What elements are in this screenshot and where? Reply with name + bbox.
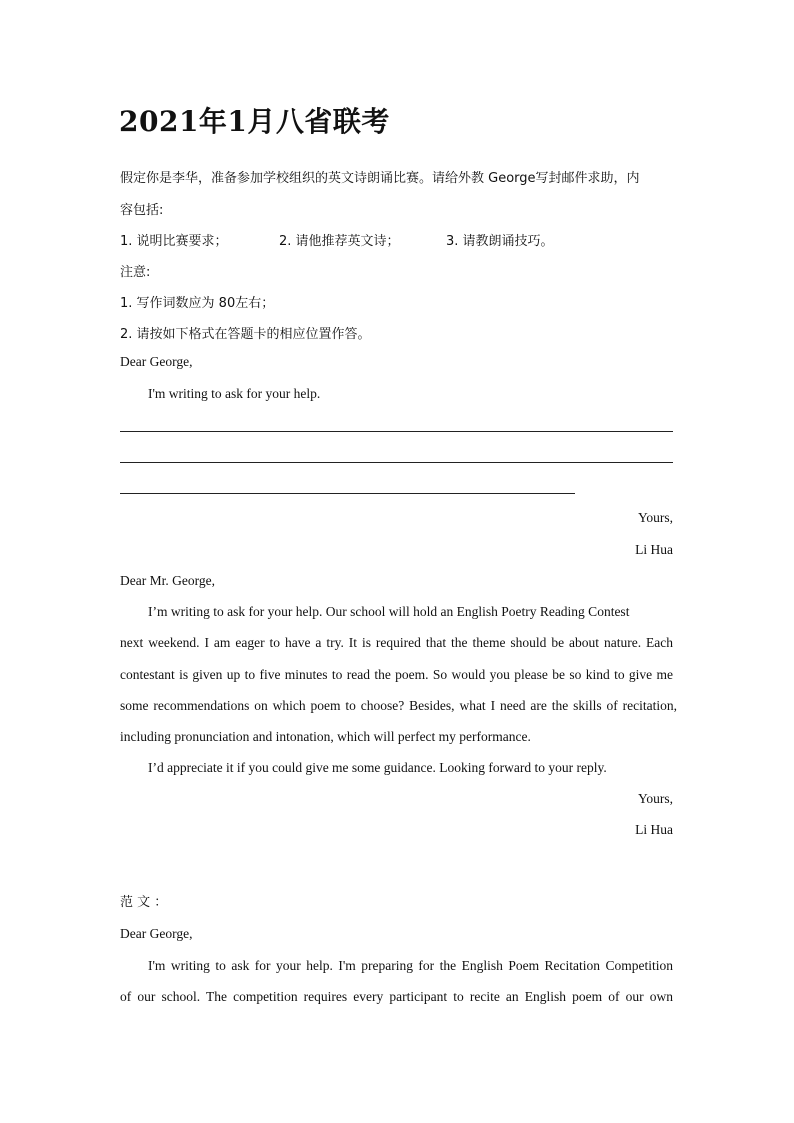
sample1-line-5: including pronunciation and intonation, which will perfect my performance. xyxy=(120,729,531,744)
prompt-line-2: 容包括: xyxy=(120,203,164,218)
sample1-line-2: next weekend. I am eager to have a try. It is required that the theme should be about nature. Each xyxy=(120,635,673,650)
requirement-item-3: 3. 请教朗诵技巧。 xyxy=(446,234,554,249)
sample1-line-4: some recommendations on which poem to choose? Besides, what I need are the skills of recitation, xyxy=(120,698,677,713)
template-opening: I'm writing to ask for your help. xyxy=(148,386,321,401)
answer-line-1 xyxy=(120,431,673,432)
notes-label: 注意: xyxy=(120,265,151,280)
sample1-closing: Yours, xyxy=(637,791,673,806)
sample1-salutation: Dear Mr. George, xyxy=(120,573,215,588)
page-title: 2021年1月八省联考 xyxy=(119,105,390,138)
template-salutation: Dear George, xyxy=(120,354,193,369)
sample1-line-1: I’m writing to ask for your help. Our school will hold an English Poetry Reading Contest xyxy=(148,604,630,619)
sample2-label: 范 文 ： xyxy=(120,895,168,910)
answer-line-3 xyxy=(120,493,575,494)
note-1: 1. 写作词数应为 80左右； xyxy=(120,296,275,311)
template-closing: Yours, xyxy=(637,510,673,525)
template-signature: Li Hua xyxy=(635,542,673,557)
prompt-line-1: 假定你是李华，准备参加学校组织的英文诗朗诵比赛。请给外教 George写封邮件求助，内 xyxy=(120,171,640,186)
sample1-signature: Li Hua xyxy=(635,822,673,837)
answer-line-2 xyxy=(120,462,673,463)
requirement-item-1: 1. 说明比赛要求； xyxy=(120,234,228,249)
sample2-line-2: of our school. The competition requires every participant to recite an English poem of our own xyxy=(120,989,673,1004)
requirement-item-2: 2. 请他推荐英文诗； xyxy=(279,234,400,249)
note-2: 2. 请按如下格式在答题卡的相应位置作答。 xyxy=(120,327,371,342)
sample1-line-3: contestant is given up to five minutes to read the poem. So would you please be so kind to give me xyxy=(120,667,673,682)
sample2-salutation: Dear George, xyxy=(120,926,193,941)
sample1-line-6: I’d appreciate it if you could give me some guidance. Looking forward to your reply. xyxy=(148,760,607,775)
sample2-line-1: I'm writing to ask for your help. I'm preparing for the English Poem Recitation Competition xyxy=(148,958,673,973)
